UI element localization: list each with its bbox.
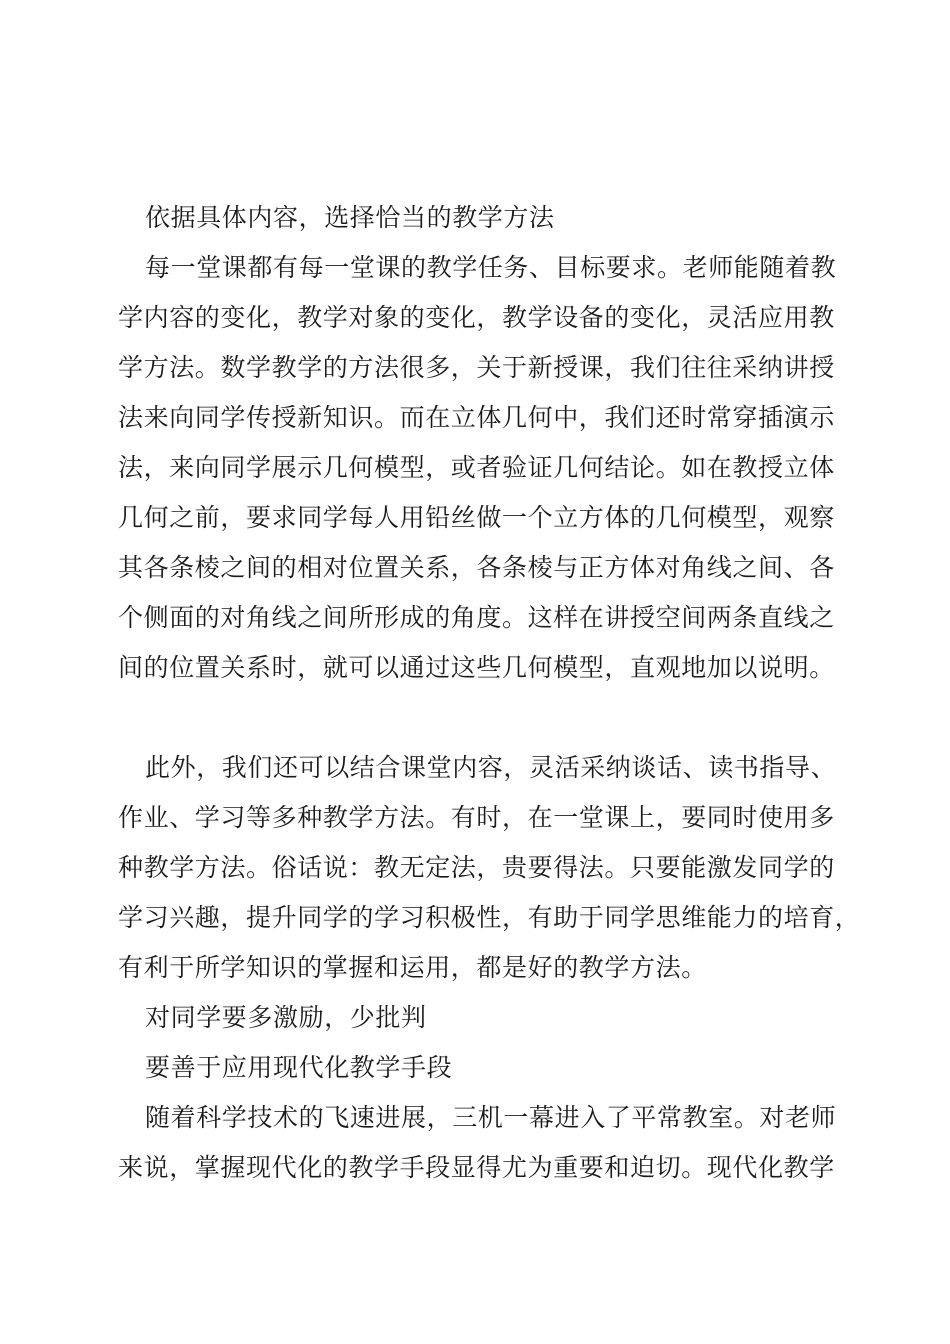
paragraph-line: 法，来向同学展示几何模型，或者验证几何结论。如在教授立体 bbox=[118, 453, 835, 482]
paragraph-line: 每一堂课都有每一堂课的教学任务、目标要求。老师能随着教 bbox=[145, 253, 837, 282]
paragraph-line: 法来向同学传授新知识。而在立体几何中，我们还时常穿插演示 bbox=[118, 403, 835, 432]
paragraph-line: 个侧面的对角线之间所形成的角度。这样在讲授空间两条直线之 bbox=[118, 603, 835, 632]
paragraph-line: 学方法。数学教学的方法很多，关于新授课，我们往往采纳讲授 bbox=[118, 353, 835, 382]
paragraph-line: 作业、学习等多种教学方法。有时，在一堂课上，要同时使用多 bbox=[118, 803, 835, 832]
paragraph-line: 学习兴趣，提升同学的学习积极性，有助于同学思维能力的培育， bbox=[118, 903, 861, 932]
paragraph-line: 有利于所学知识的掌握和运用，都是好的教学方法。 bbox=[118, 953, 707, 982]
paragraph-line: 间的位置关系时，就可以通过这些几何模型，直观地加以说明。 bbox=[118, 653, 835, 682]
section-heading: 对同学要多激励，少批判 bbox=[145, 1003, 427, 1032]
paragraph-line: 学内容的变化，教学对象的变化，教学设备的变化，灵活应用教 bbox=[118, 303, 835, 332]
paragraph-line: 随着科学技术的飞速进展，三机一幕进入了平常教室。对老师 bbox=[145, 1103, 837, 1132]
section-heading: 依据具体内容，选择恰当的教学方法 bbox=[145, 203, 555, 232]
paragraph-line: 种教学方法。俗话说：教无定法，贵要得法。只要能激发同学的 bbox=[118, 853, 835, 882]
section-heading: 要善于应用现代化教学手段 bbox=[145, 1053, 453, 1082]
paragraph-line: 此外，我们还可以结合课堂内容，灵活采纳谈话、读书指导、 bbox=[145, 753, 837, 782]
paragraph-line: 几何之前，要求同学每人用铅丝做一个立方体的几何模型，观察 bbox=[118, 503, 835, 532]
paragraph-line: 来说，掌握现代化的教学手段显得尤为重要和迫切。现代化教学 bbox=[118, 1153, 835, 1182]
paragraph-line: 其各条棱之间的相对位置关系，各条棱与正方体对角线之间、各 bbox=[118, 553, 835, 582]
